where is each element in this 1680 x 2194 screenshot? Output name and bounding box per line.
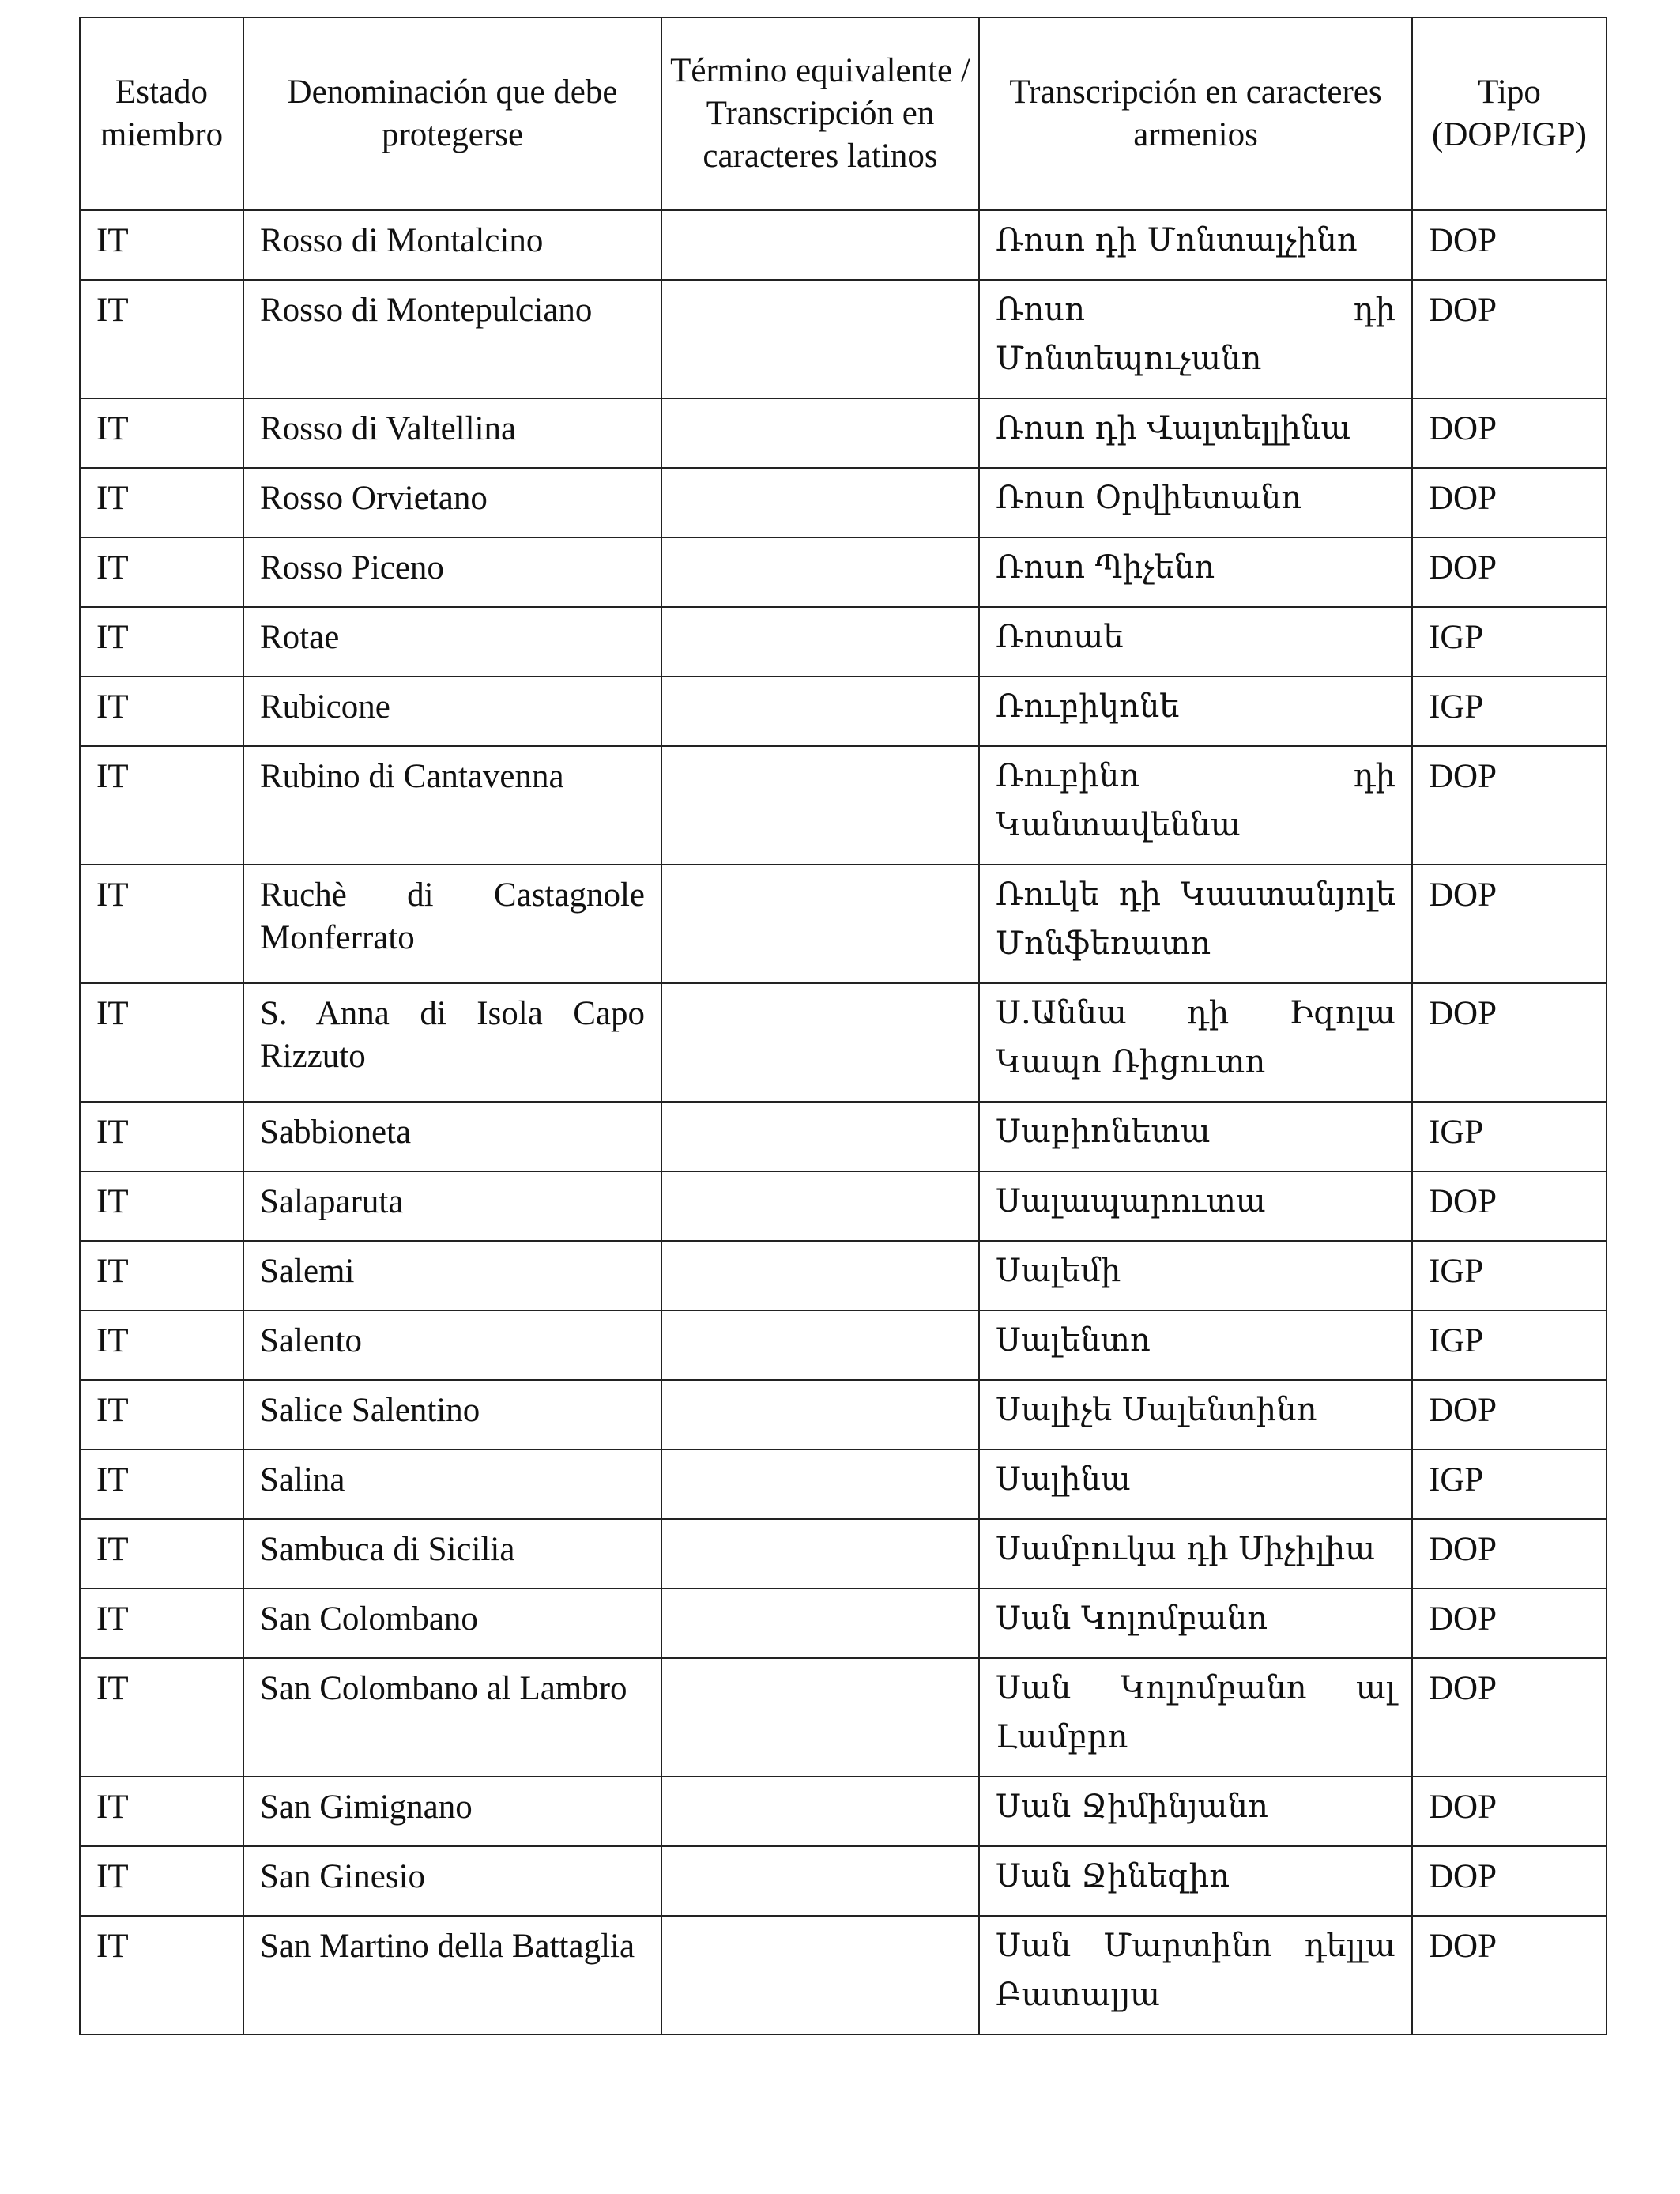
cell-denominacion: Sambuca di Sicilia [243,1519,661,1589]
cell-estado: IT [80,746,243,865]
cell-denominacion: Rotae [243,607,661,677]
cell-tipo: DOP [1412,210,1607,280]
table-row [80,1777,1607,1846]
protected-names-table [79,17,1607,2035]
cell-armenio: Ռոսո Պիչենո [979,537,1412,607]
cell-termino [661,983,979,1102]
cell-estado: IT [80,210,243,280]
cell-denominacion: Salento [243,1310,661,1380]
cell-termino [661,1777,979,1846]
table-row [80,677,1607,746]
cell-denominacion: Rosso Piceno [243,537,661,607]
cell-armenio: Սան Մարտինո դելլա Բատալյա [979,1916,1412,2034]
cell-tipo: DOP [1412,1777,1607,1846]
cell-tipo: DOP [1412,1589,1607,1658]
cell-termino [661,1589,979,1658]
cell-tipo: DOP [1412,537,1607,607]
table-row [80,1589,1607,1658]
cell-armenio: Ռոսո դի Մոնտեպուչանո [979,280,1412,398]
header-armenio: Transcripción en caracteres armenios [979,17,1412,210]
cell-estado: IT [80,1171,243,1241]
table-row [80,280,1607,398]
table-row [80,468,1607,537]
header-termino: Término equivalente / Transcripción en caracteres latinos [661,17,979,210]
cell-tipo: IGP [1412,607,1607,677]
cell-denominacion: Rubicone [243,677,661,746]
cell-denominacion: Rubino di Cantavenna [243,746,661,865]
table-row [80,1658,1607,1777]
cell-denominacion: Salina [243,1449,661,1519]
cell-denominacion: Sabbioneta [243,1102,661,1171]
header-tipo: Tipo (DOP/IGP) [1412,17,1607,210]
cell-denominacion: Salaparuta [243,1171,661,1241]
cell-denominacion: Rosso di Valtellina [243,398,661,468]
cell-termino [661,1658,979,1777]
cell-estado: IT [80,398,243,468]
cell-denominacion: Rosso Orvietano [243,468,661,537]
table-row [80,1380,1607,1449]
cell-termino [661,1310,979,1380]
cell-estado: IT [80,1519,243,1589]
table-row [80,865,1607,983]
table-row [80,1519,1607,1589]
cell-armenio: Ռուկե դի Կաստանյոլե Մոնֆեռատո [979,865,1412,983]
table-row [80,1846,1607,1916]
cell-estado: IT [80,1658,243,1777]
cell-termino [661,1171,979,1241]
cell-denominacion: San Gimignano [243,1777,661,1846]
cell-armenio: Ռոտաե [979,607,1412,677]
cell-termino [661,746,979,865]
cell-denominacion: Ruchè di Castagnole Monferrato [243,865,661,983]
cell-armenio: Սալապարուտա [979,1171,1412,1241]
cell-denominacion: Salemi [243,1241,661,1310]
cell-termino [661,1846,979,1916]
cell-tipo: DOP [1412,398,1607,468]
cell-termino [661,468,979,537]
cell-tipo: DOP [1412,746,1607,865]
cell-tipo: DOP [1412,1846,1607,1916]
cell-tipo: DOP [1412,468,1607,537]
table-row [80,1102,1607,1171]
cell-estado: IT [80,1589,243,1658]
cell-tipo: IGP [1412,1102,1607,1171]
table-row [80,1916,1607,2034]
cell-armenio: Ռոսո Օրվիետանո [979,468,1412,537]
cell-denominacion: San Colombano [243,1589,661,1658]
cell-estado: IT [80,865,243,983]
cell-armenio: Ս.Աննա դի Իզոլա Կապո Ռիցուտո [979,983,1412,1102]
cell-armenio: Սան Ջիմինյանո [979,1777,1412,1846]
cell-armenio: Սալեմի [979,1241,1412,1310]
cell-termino [661,607,979,677]
cell-denominacion: S. Anna di Isola Capo Rizzuto [243,983,661,1102]
cell-termino [661,1916,979,2034]
cell-termino [661,865,979,983]
cell-tipo: DOP [1412,1171,1607,1241]
cell-termino [661,677,979,746]
cell-denominacion: San Ginesio [243,1846,661,1916]
cell-tipo: DOP [1412,1916,1607,2034]
cell-tipo: DOP [1412,1519,1607,1589]
table-row [80,607,1607,677]
cell-estado: IT [80,280,243,398]
table-row [80,537,1607,607]
cell-estado: IT [80,1380,243,1449]
cell-estado: IT [80,537,243,607]
cell-denominacion: Salice Salentino [243,1380,661,1449]
cell-estado: IT [80,1777,243,1846]
cell-termino [661,1380,979,1449]
table-row [80,746,1607,865]
cell-termino [661,1449,979,1519]
cell-denominacion: San Martino della Battaglia [243,1916,661,2034]
cell-estado: IT [80,607,243,677]
cell-termino [661,1519,979,1589]
table-row [80,210,1607,280]
cell-tipo: DOP [1412,865,1607,983]
table-body [80,210,1607,2034]
cell-armenio: Սան Ջինեզիո [979,1846,1412,1916]
cell-tipo: IGP [1412,1241,1607,1310]
table-row [80,1241,1607,1310]
cell-termino [661,537,979,607]
table-row [80,983,1607,1102]
table-row [80,1171,1607,1241]
cell-estado: IT [80,1846,243,1916]
table-row [80,1310,1607,1380]
table-row [80,398,1607,468]
cell-estado: IT [80,1310,243,1380]
cell-estado: IT [80,1916,243,2034]
cell-armenio: Սալենտո [979,1310,1412,1380]
cell-armenio: Սան Կոլոմբանո [979,1589,1412,1658]
cell-denominacion: Rosso di Montalcino [243,210,661,280]
cell-denominacion: Rosso di Montepulciano [243,280,661,398]
cell-armenio: Սամբուկա դի Սիչիլիա [979,1519,1412,1589]
cell-armenio: Ռուբիկոնե [979,677,1412,746]
cell-termino [661,210,979,280]
cell-armenio: Ռուբինո դի Կանտավեննա [979,746,1412,865]
cell-estado: IT [80,1102,243,1171]
header-estado: Estado miembro [80,17,243,210]
cell-tipo: DOP [1412,1658,1607,1777]
cell-armenio: Սաբիոնետա [979,1102,1412,1171]
cell-tipo: IGP [1412,677,1607,746]
cell-tipo: DOP [1412,983,1607,1102]
cell-tipo: DOP [1412,280,1607,398]
cell-armenio: Ռոսո դի Վալտելլինա [979,398,1412,468]
cell-termino [661,1241,979,1310]
cell-tipo: DOP [1412,1380,1607,1449]
cell-estado: IT [80,1241,243,1310]
cell-armenio: Սալինա [979,1449,1412,1519]
header-denominacion: Denominación que debe protegerse [243,17,661,210]
cell-armenio: Ռոսո դի Մոնտալչինո [979,210,1412,280]
table-header-row [80,17,1607,210]
cell-tipo: IGP [1412,1310,1607,1380]
table-row [80,1449,1607,1519]
cell-denominacion: San Colombano al Lambro [243,1658,661,1777]
cell-termino [661,1102,979,1171]
cell-termino [661,398,979,468]
cell-termino [661,280,979,398]
cell-estado: IT [80,1449,243,1519]
cell-armenio: Սան Կոլոմբանո ալ Լամբրո [979,1658,1412,1777]
cell-estado: IT [80,983,243,1102]
cell-tipo: IGP [1412,1449,1607,1519]
cell-estado: IT [80,677,243,746]
cell-estado: IT [80,468,243,537]
cell-armenio: Սալիչե Սալենտինո [979,1380,1412,1449]
